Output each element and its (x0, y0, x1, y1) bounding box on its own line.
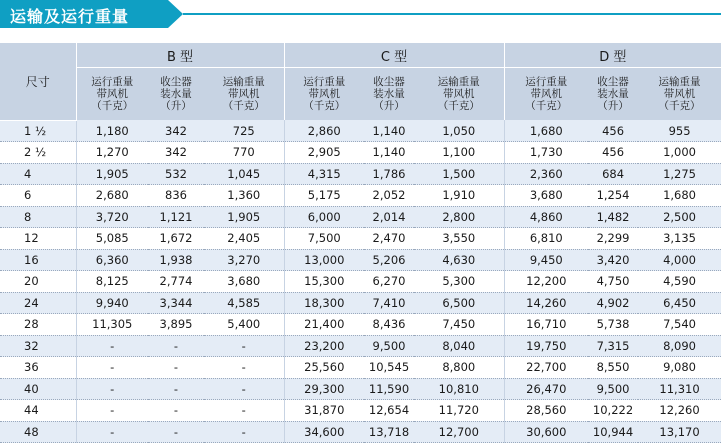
cell-b-water: - (148, 357, 204, 379)
cell-d-water: 5,738 (588, 314, 638, 336)
cell-c-operating: 23,200 (284, 335, 364, 357)
cell-c-water: 7,410 (364, 292, 414, 314)
cell-b-shipping: 4,585 (204, 292, 284, 314)
cell-b-water: - (148, 400, 204, 422)
cell-c-water: 11,590 (364, 378, 414, 400)
cell-d-shipping: 1,680 (638, 185, 721, 207)
cell-b-water: - (148, 335, 204, 357)
table-row (0, 163, 721, 185)
cell-c-operating: 2,860 (284, 120, 364, 142)
cell-d-shipping: 13,170 (638, 421, 721, 443)
table-row (0, 120, 721, 142)
subheader-line: 带风机 (228, 88, 260, 100)
cell-d-shipping: 7,540 (638, 314, 721, 336)
size-cell: 20 (0, 271, 76, 293)
subheader-line: （升） (160, 100, 192, 112)
cell-c-water: 6,270 (364, 271, 414, 293)
table-row (0, 400, 721, 422)
subheader-line: （升） (597, 100, 629, 112)
subheader-line: （千克） (658, 100, 701, 112)
size-column-header: 尺寸 (0, 43, 76, 120)
cell-b-operating: 2,680 (76, 185, 148, 207)
cell-b-shipping: - (204, 335, 284, 357)
cell-d-operating: 22,700 (504, 357, 588, 379)
cell-c-water: 10,545 (364, 357, 414, 379)
subheader-line: 装水量 (597, 88, 629, 100)
size-cell: 1 ½ (0, 120, 76, 142)
cell-b-shipping: - (204, 357, 284, 379)
cell-b-water: 3,344 (148, 292, 204, 314)
cell-c-operating: 2,905 (284, 142, 364, 164)
subheader-line: 装水量 (160, 88, 192, 100)
subheader-b-shipping (204, 68, 284, 121)
cell-b-shipping: 1,360 (204, 185, 284, 207)
cell-d-shipping: 1,275 (638, 163, 721, 185)
size-cell: 32 (0, 335, 76, 357)
cell-b-operating: 8,125 (76, 271, 148, 293)
cell-d-water: 7,315 (588, 335, 638, 357)
cell-b-operating: 1,180 (76, 120, 148, 142)
subheader-line: 运行重量 (525, 76, 568, 88)
size-cell: 40 (0, 378, 76, 400)
cell-d-operating: 14,260 (504, 292, 588, 314)
subheader-b-water (148, 68, 204, 121)
subheader-line: 运输重量 (658, 76, 701, 88)
size-cell: 16 (0, 249, 76, 271)
table-row (0, 228, 721, 250)
cell-c-shipping: 1,910 (414, 185, 504, 207)
size-cell: 48 (0, 421, 76, 443)
cell-c-operating: 25,560 (284, 357, 364, 379)
cell-c-operating: 4,315 (284, 163, 364, 185)
cell-d-operating: 12,200 (504, 271, 588, 293)
cell-d-shipping: 9,080 (638, 357, 721, 379)
cell-d-shipping: 11,310 (638, 378, 721, 400)
cell-b-shipping: 3,680 (204, 271, 284, 293)
subheader-d-water (588, 68, 638, 121)
subheader-c-operating (284, 68, 364, 121)
cell-d-water: 4,902 (588, 292, 638, 314)
group-header-c: C 型 (284, 43, 504, 68)
cell-d-operating: 6,810 (504, 228, 588, 250)
size-cell: 4 (0, 163, 76, 185)
cell-d-shipping: 2,500 (638, 206, 721, 228)
cell-d-water: 1,482 (588, 206, 638, 228)
subheader-line: （千克） (222, 100, 265, 112)
title-bar (0, 0, 721, 28)
cell-c-shipping: 1,500 (414, 163, 504, 185)
cell-d-water: 2,299 (588, 228, 638, 250)
cell-c-water: 12,654 (364, 400, 414, 422)
cell-c-operating: 5,175 (284, 185, 364, 207)
cell-d-operating: 2,360 (504, 163, 588, 185)
cell-b-operating: - (76, 400, 148, 422)
cell-b-water: 1,672 (148, 228, 204, 250)
cell-b-shipping: 2,405 (204, 228, 284, 250)
cell-c-shipping: 1,050 (414, 120, 504, 142)
subheader-b-operating (76, 68, 148, 121)
subheader-d-operating (504, 68, 588, 121)
cell-b-shipping: 725 (204, 120, 284, 142)
cell-c-shipping: 8,800 (414, 357, 504, 379)
cell-d-operating: 16,710 (504, 314, 588, 336)
cell-b-operating: - (76, 335, 148, 357)
cell-d-operating: 3,680 (504, 185, 588, 207)
subheader-line: 装水量 (373, 88, 405, 100)
cell-b-operating: 3,720 (76, 206, 148, 228)
cell-d-shipping: 4,000 (638, 249, 721, 271)
subheader-line: 收尘器 (597, 76, 629, 88)
cell-c-shipping: 2,800 (414, 206, 504, 228)
group-header-d: D 型 (504, 43, 721, 68)
cell-b-operating: 5,085 (76, 228, 148, 250)
cell-b-operating: 11,305 (76, 314, 148, 336)
cell-c-operating: 34,600 (284, 421, 364, 443)
cell-b-operating: 1,270 (76, 142, 148, 164)
subheader-line: 运输重量 (222, 76, 265, 88)
cell-d-shipping: 4,590 (638, 271, 721, 293)
cell-c-water: 1,140 (364, 120, 414, 142)
group-header-b: B 型 (76, 43, 284, 68)
cell-b-shipping: - (204, 421, 284, 443)
size-cell: 28 (0, 314, 76, 336)
cell-d-operating: 19,750 (504, 335, 588, 357)
cell-b-shipping: - (204, 400, 284, 422)
cell-d-operating: 1,680 (504, 120, 588, 142)
table-row (0, 249, 721, 271)
cell-b-water: 342 (148, 120, 204, 142)
cell-c-water: 2,052 (364, 185, 414, 207)
cell-b-shipping: - (204, 378, 284, 400)
subheader-line: （千克） (91, 100, 134, 112)
cell-d-operating: 30,600 (504, 421, 588, 443)
cell-b-shipping: 770 (204, 142, 284, 164)
cell-c-water: 2,470 (364, 228, 414, 250)
cell-c-water: 1,140 (364, 142, 414, 164)
cell-d-shipping: 8,090 (638, 335, 721, 357)
cell-d-operating: 26,470 (504, 378, 588, 400)
subheader-line: 带风机 (663, 88, 696, 100)
table-row (0, 292, 721, 314)
cell-c-operating: 13,000 (284, 249, 364, 271)
cell-c-shipping: 4,630 (414, 249, 504, 271)
table-row (0, 357, 721, 379)
cell-d-shipping: 12,260 (638, 400, 721, 422)
subheader-line: 运行重量 (303, 76, 346, 88)
table-row (0, 314, 721, 336)
cell-b-shipping: 1,045 (204, 163, 284, 185)
cell-d-operating: 4,860 (504, 206, 588, 228)
cell-b-water: - (148, 421, 204, 443)
cell-d-water: 9,500 (588, 378, 638, 400)
subheader-line: 运行重量 (91, 76, 134, 88)
cell-b-water: 3,895 (148, 314, 204, 336)
table-row (0, 421, 721, 443)
subheader-line: （千克） (437, 100, 480, 112)
subheader-line: （升） (373, 100, 405, 112)
cell-b-water: 836 (148, 185, 204, 207)
size-cell: 36 (0, 357, 76, 379)
cell-b-water: 2,774 (148, 271, 204, 293)
cell-b-shipping: 5,400 (204, 314, 284, 336)
cell-c-operating: 29,300 (284, 378, 364, 400)
cell-b-water: 342 (148, 142, 204, 164)
subheader-c-shipping (414, 68, 504, 121)
cell-b-shipping: 3,270 (204, 249, 284, 271)
cell-d-shipping: 955 (638, 120, 721, 142)
cell-d-water: 4,750 (588, 271, 638, 293)
cell-d-water: 684 (588, 163, 638, 185)
cell-c-operating: 21,400 (284, 314, 364, 336)
cell-b-water: - (148, 378, 204, 400)
subheader-line: 带风机 (443, 88, 475, 100)
cell-c-shipping: 10,810 (414, 378, 504, 400)
size-cell: 2 ½ (0, 142, 76, 164)
table-row (0, 206, 721, 228)
cell-b-operating: - (76, 421, 148, 443)
cell-c-shipping: 6,500 (414, 292, 504, 314)
cell-d-water: 3,420 (588, 249, 638, 271)
cell-c-water: 13,718 (364, 421, 414, 443)
size-cell: 44 (0, 400, 76, 422)
cell-d-water: 456 (588, 120, 638, 142)
cell-d-operating: 1,730 (504, 142, 588, 164)
cell-b-operating: - (76, 357, 148, 379)
cell-c-shipping: 3,550 (414, 228, 504, 250)
page-title: 运输及运行重量 (10, 7, 130, 26)
cell-d-shipping: 1,000 (638, 142, 721, 164)
table-row (0, 335, 721, 357)
subheader-line: （千克） (303, 100, 346, 112)
cell-c-shipping: 5,300 (414, 271, 504, 293)
table-row (0, 142, 721, 164)
cell-d-water: 10,944 (588, 421, 638, 443)
cell-c-water: 2,014 (364, 206, 414, 228)
subheader-line: （千克） (525, 100, 568, 112)
table-header (0, 43, 721, 120)
cell-c-shipping: 1,100 (414, 142, 504, 164)
cell-c-water: 1,786 (364, 163, 414, 185)
cell-b-operating: 9,940 (76, 292, 148, 314)
title-divider (183, 13, 721, 15)
cell-c-shipping: 12,700 (414, 421, 504, 443)
cell-d-operating: 9,450 (504, 249, 588, 271)
cell-c-operating: 15,300 (284, 271, 364, 293)
cell-d-water: 1,254 (588, 185, 638, 207)
cell-c-operating: 6,000 (284, 206, 364, 228)
weight-table (0, 43, 721, 443)
cell-b-water: 1,121 (148, 206, 204, 228)
subheader-c-water (364, 68, 414, 121)
cell-b-shipping: 1,905 (204, 206, 284, 228)
cell-c-operating: 18,300 (284, 292, 364, 314)
cell-b-water: 532 (148, 163, 204, 185)
cell-d-operating: 28,560 (504, 400, 588, 422)
cell-c-operating: 31,870 (284, 400, 364, 422)
subheader-line: 带风机 (96, 88, 128, 100)
cell-b-operating: - (76, 378, 148, 400)
cell-c-shipping: 8,040 (414, 335, 504, 357)
cell-b-operating: 6,360 (76, 249, 148, 271)
cell-c-operating: 7,500 (284, 228, 364, 250)
cell-c-shipping: 7,450 (414, 314, 504, 336)
cell-c-water: 8,436 (364, 314, 414, 336)
subheader-line: 运输重量 (437, 76, 480, 88)
cell-d-water: 10,222 (588, 400, 638, 422)
size-cell: 6 (0, 185, 76, 207)
cell-d-water: 8,550 (588, 357, 638, 379)
subheader-line: 带风机 (530, 88, 563, 100)
table-row (0, 271, 721, 293)
table-row (0, 378, 721, 400)
subheader-d-shipping (638, 68, 721, 121)
subheader-line: 收尘器 (160, 76, 192, 88)
size-cell: 12 (0, 228, 76, 250)
cell-d-water: 456 (588, 142, 638, 164)
cell-b-operating: 1,905 (76, 163, 148, 185)
cell-c-water: 9,500 (364, 335, 414, 357)
table-body (0, 120, 721, 443)
cell-c-shipping: 11,720 (414, 400, 504, 422)
cell-d-shipping: 3,135 (638, 228, 721, 250)
cell-c-water: 5,206 (364, 249, 414, 271)
size-cell: 24 (0, 292, 76, 314)
size-cell: 8 (0, 206, 76, 228)
subheader-line: 带风机 (308, 88, 341, 100)
cell-b-water: 1,938 (148, 249, 204, 271)
subheader-line: 收尘器 (373, 76, 405, 88)
table-row (0, 185, 721, 207)
cell-d-shipping: 6,450 (638, 292, 721, 314)
